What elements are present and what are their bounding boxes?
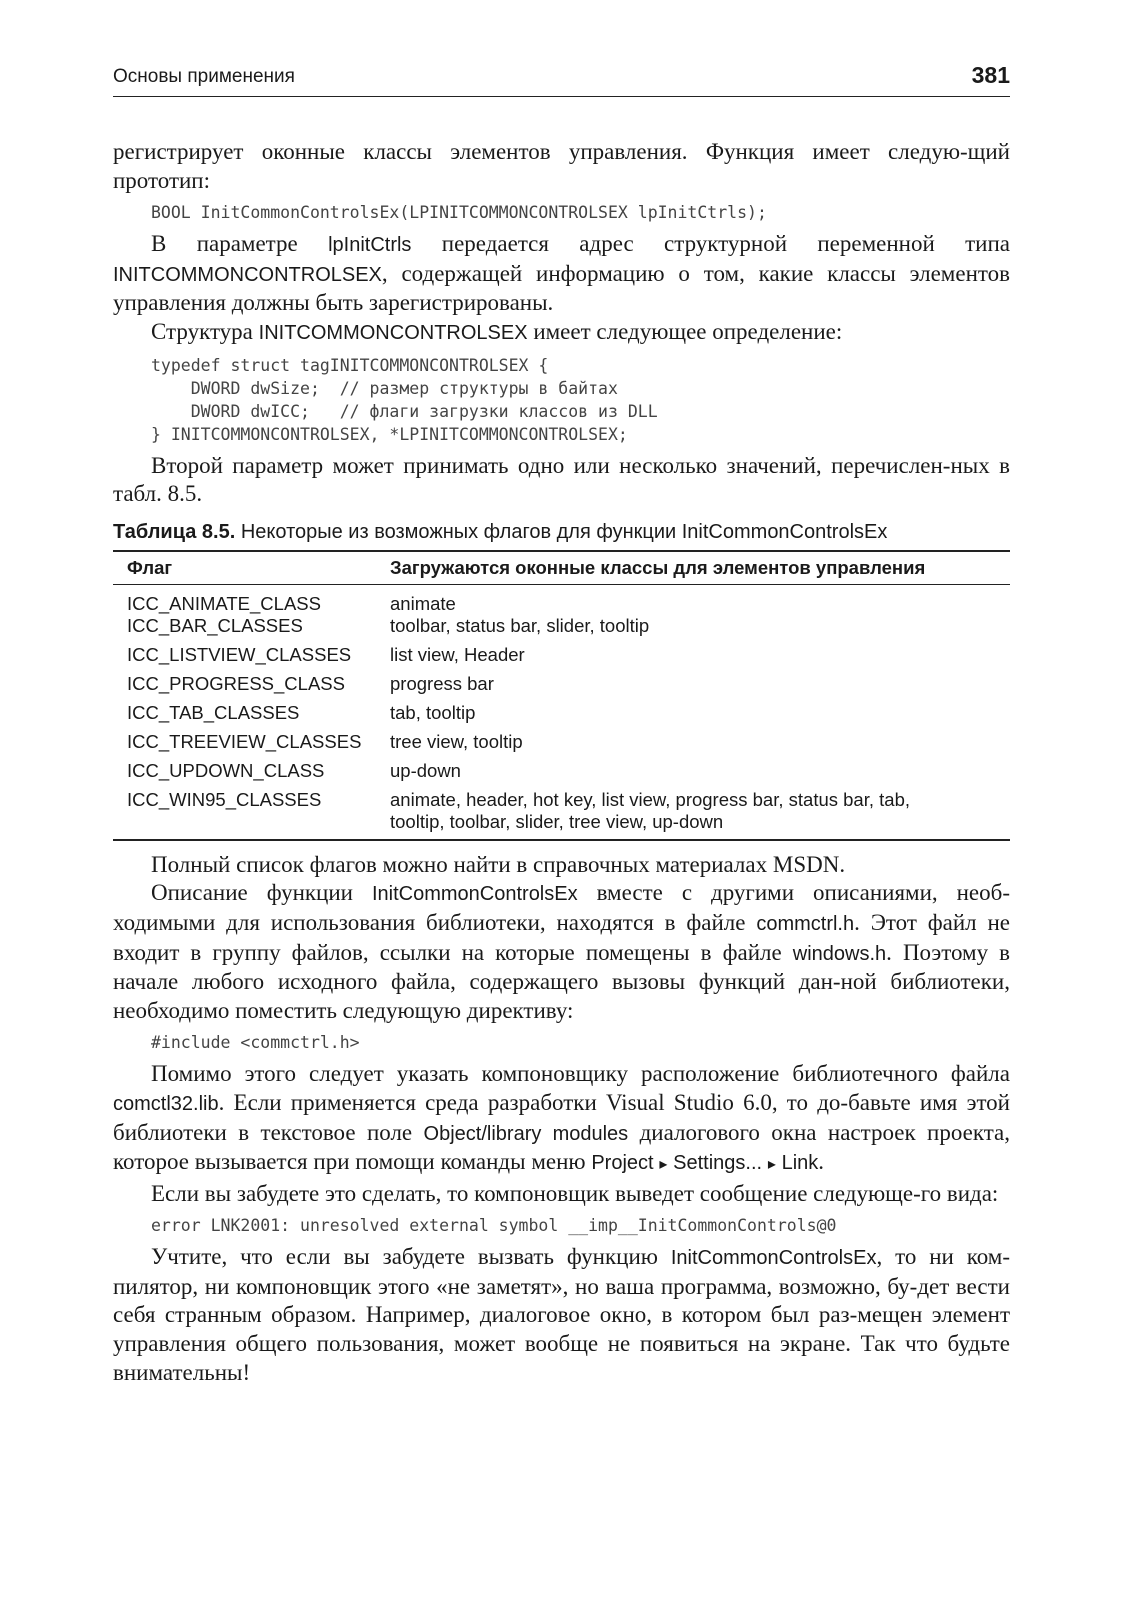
text-run: вместе с другими описаниями, необ-ходимыми для использования библиотеки, находятся в файле [113,880,1010,935]
inline-code: InitCommonControlsEx [371,883,578,906]
page-body [113,138,1010,1387]
text-run: , содержащей информацию о том, какие классы элементов управления должны быть зарегистрированы. [113,260,1010,316]
running-header [113,62,1010,97]
table-row [113,584,1010,615]
inline-code: Object/library modules [423,1122,629,1145]
paragraph-1: регистрирует оконные классы элементов управления. Функция имеет следую-щий прототип: [113,139,1010,193]
inline-code: lpInitCtrls [328,234,412,257]
table-header-row [113,551,1010,585]
classes-cell: list view, Header [390,643,525,665]
text-run: . Этот файл не входит в группу файлов, ссылки на которые помещены в файле [113,909,1010,965]
text-run: Описание функции [151,880,372,906]
text-run: . Поэтому в начале любого исходного файла, содержащего вызовы функций дан-ной библиотеки, необходимо поместить следующую директиву: [113,939,1010,1023]
classes-cell: tree view, tooltip [390,730,523,752]
text-run: . [818,1149,825,1175]
text-run: Помимо этого следует указать компоновщику расположение библиотечного файла [151,1061,1010,1087]
column-header-flag: Флаг [113,551,390,585]
text-run: имеет следующее определение: [527,318,843,344]
table-caption-text: Некоторые из возможных флагов для функции InitCommonControlsEx [235,520,888,543]
inline-code: INITCOMMONCONTROLSEX [258,321,528,344]
section-title: Основы применения [113,66,295,87]
code-include: #include <commctrl.h> [151,1033,360,1053]
code-line: typedef struct tagINITCOMMONCONTROLSEX { [151,355,549,375]
table-row [113,702,1010,731]
classes-cell [390,789,1010,840]
paragraph-5: Полный список флагов можно найти в справочных материалах MSDN. [151,851,846,877]
flag-cell: ICC_WIN95_CLASSES [127,788,322,810]
inline-code: InitCommonControlsEx [670,1247,877,1270]
inline-code: commctrl.h [756,912,855,935]
menu-arrow-icon: ▸ [767,1156,776,1174]
column-header-classes: Загружаются оконные классы для элементов управления [390,551,1010,585]
paragraph-8: Если вы забудете это сделать, то компоновщик выведет сообщение следующе-го вида: [151,1180,999,1206]
classes-cell: up-down [390,759,461,781]
code-struct-definition [151,354,1010,446]
code-line: } INITCOMMONCONTROLSEX, *LPINITCOMMONCONTROLSEX; [151,424,628,444]
text-run: диалогового окна настроек проекта, которое вызывается при помощи команды меню [113,1119,1010,1175]
flag-cell: ICC_PROGRESS_CLASS [127,672,345,694]
classes-cell: progress bar [390,672,494,694]
flag-cell: ICC_TAB_CLASSES [127,701,300,723]
menu-arrow-icon: ▸ [659,1156,668,1174]
table-row [113,760,1010,789]
table-row [113,644,1010,673]
classes-cell: tab, tooltip [390,701,476,723]
flag-cell: ICC_TREEVIEW_CLASSES [127,730,362,752]
flag-cell: ICC_ANIMATE_CLASS [127,592,321,614]
inline-code: INITCOMMONCONTROLSEX [113,263,382,286]
code-error-message: error LNK2001: unresolved external symbol __imp__InitCommonControls@0 [151,1216,837,1236]
classes-line: animate, header, hot key, list view, progress bar, status bar, tab, [390,788,910,810]
text-run: В параметре [151,231,329,257]
table-caption-label: Таблица 8.5. [113,520,236,543]
code-line: DWORD dwICC; // флаги загрузки классов из DLL [151,401,658,421]
flag-cell: ICC_UPDOWN_CLASS [127,759,325,781]
table-caption [113,521,1010,544]
menu-item-settings: Settings... [673,1152,763,1175]
table-row [113,731,1010,760]
text-run: передается адрес структурной переменной типа [411,231,1011,257]
flag-cell: ICC_BAR_CLASSES [127,614,303,636]
paragraph-3 [113,318,1010,348]
text-run: Структура [151,318,259,344]
text-run: Учтите, что если вы забудете вызвать функцию [151,1244,671,1270]
flags-table [113,550,1010,841]
text-run: . Если применяется среда разработки Visual Studio 6.0, то до-бавьте имя этой библиотеки в текстовое поле [113,1089,1010,1145]
code-line: DWORD dwSize; // размер структуры в байтах [151,378,618,398]
classes-cell: toolbar, status bar, slider, tooltip [390,614,650,636]
paragraph-4: Второй параметр может принимать одно или несколько значений, перечислен-ных в табл. 8.5. [113,452,1010,507]
classes-line: tooltip, toolbar, slider, tree view, up-down [390,810,724,832]
code-prototype: BOOL InitCommonControlsEx(LPINITCOMMONCONTROLSEX lpInitCtrls); [151,203,767,223]
paragraph-2 [113,230,1010,318]
paragraph-7 [113,1060,1010,1179]
paragraph-6 [113,879,1010,1025]
table-row [113,789,1010,840]
flag-cell: ICC_LISTVIEW_CLASSES [127,643,352,665]
table-row [113,615,1010,644]
inline-code: windows.h [792,942,887,965]
menu-item-link: Link [781,1152,819,1175]
text-run: , то ни ком-пилятор, ни компоновщик этого «не заметят», но ваша программа, возможно, бу-дет вести себя странным образом. Например, диалоговое окно, в котором был раз-мещен элемент управления общего пользования, может вообще не появиться на экране. Так что будьте внимательны! [113,1244,1010,1385]
menu-item-project: Project [591,1152,654,1175]
inline-code: comctl32.lib [113,1092,219,1115]
table-row [113,673,1010,702]
classes-cell: animate [390,592,456,614]
paragraph-9 [113,1243,1010,1387]
page-number: 381 [971,62,1010,88]
